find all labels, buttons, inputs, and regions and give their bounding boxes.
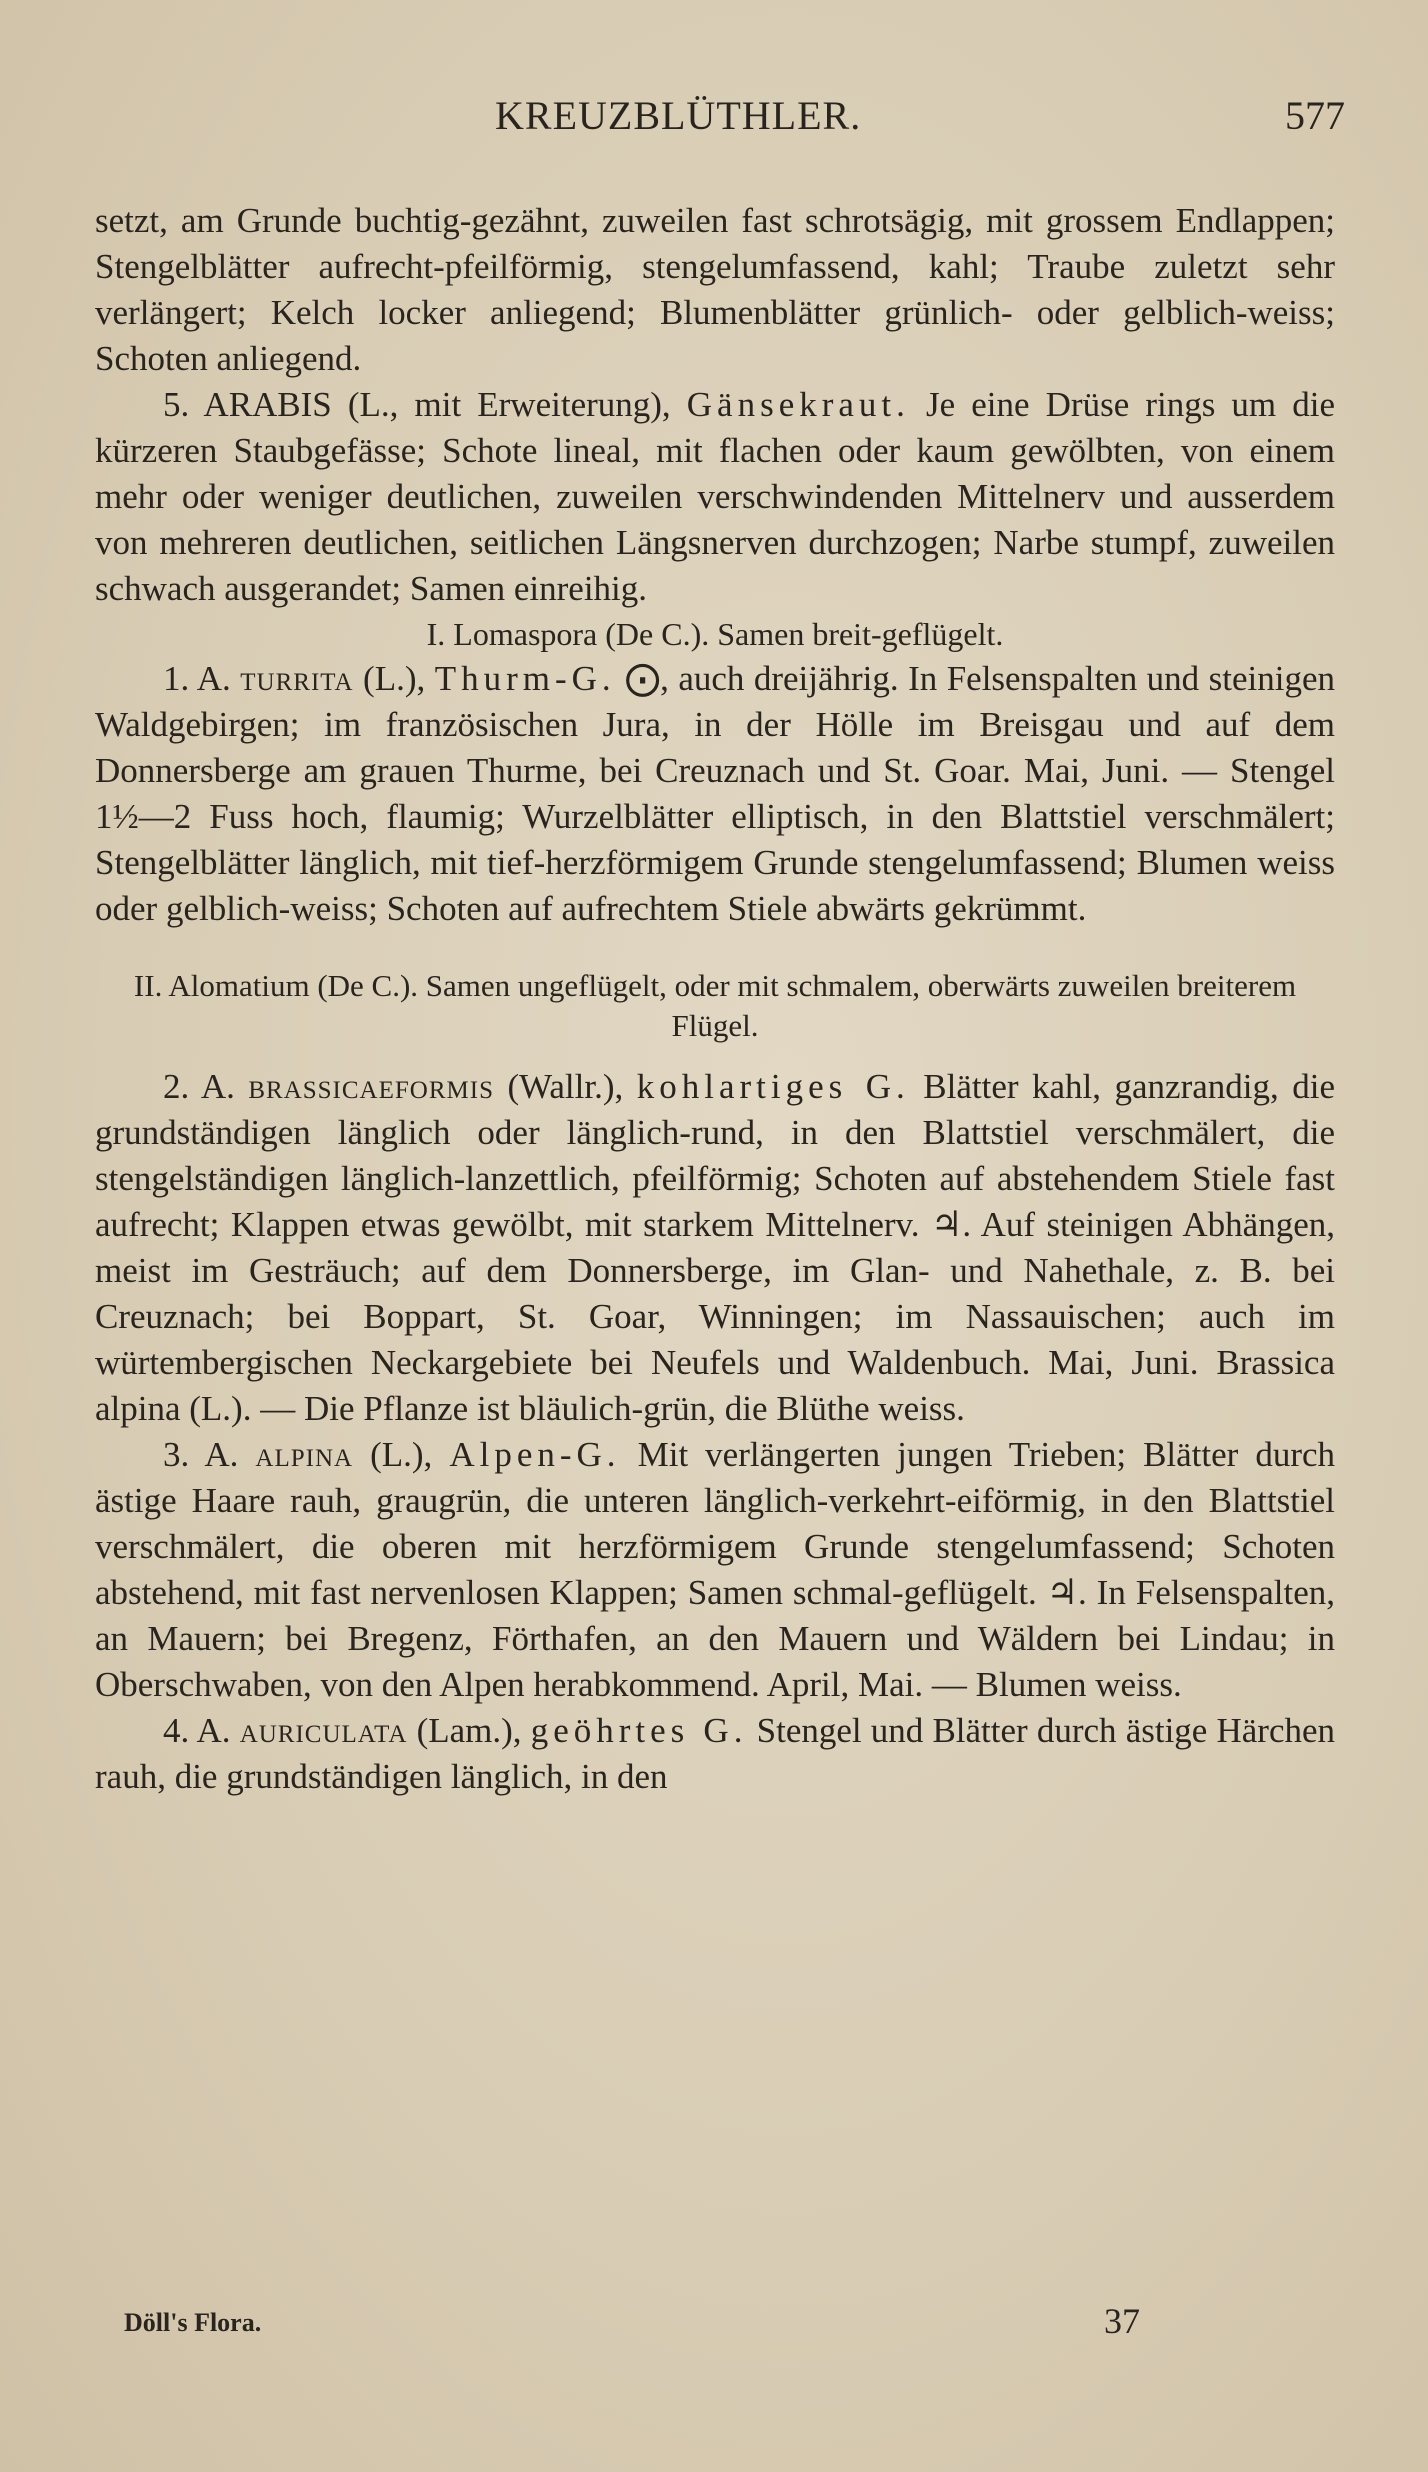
species-paragraph-brassicaeformis [95,1064,1335,1432]
species-name: turrita [240,659,354,698]
body-text [95,198,1335,1800]
species-author: (Lam.), [416,1711,522,1750]
genus-paragraph-arabis [95,382,1335,612]
species-author: (Wallr.), [507,1067,624,1106]
species-lead: 2. A. [163,1067,235,1106]
species-description: Blätter kahl, ganzrandig, die grundständigen länglich oder länglich-rund, in den Blattstiel verschmälert, die stengelständigen länglich-lanzettlich, pfeilförmig; Schoten auf abstehendem Stiele fast aufrecht; Klappen etwas gewölbt, mit starkem Mittelnerv. ♃. Auf steinigen Abhängen, meist im Gesträuch; auf dem Donnersberge, im Glan- und Nahethale, z. B. bei Creuznach; bei Boppart, St. Goar, Winningen; im Nassauischen; auch im würtembergischen Neckargebiete bei Neufels und Waldenbuch. Mai, Juni. Brassica alpina (L.). — Die Pflanze ist bläulich-grün, die Blüthe weiss. [95,1067,1336,1428]
species-lead: 4. A. [163,1711,231,1750]
species-lead: 3. A. [163,1435,239,1474]
species-name: brassicaeformis [248,1067,494,1106]
genus-common-name: Gänsekraut. [686,385,910,424]
species-paragraph-alpina [95,1432,1335,1708]
genus-description: Je eine Drüse rings um die kürzeren Staubgefässe; Schote lineal, mit flachen oder kaum gewölbten, von einem mehr oder weniger deutlichen, zuweilen verschwindenden Mittelnerv und ausserdem von mehreren deutlichen, seitlichen Längsnerven durchzogen; Narbe stumpf, zuweilen schwach ausgerandet; Samen einreihig. [95,385,1335,608]
running-title: KREUZBLÜTHLER. [495,93,862,138]
species-description: ⨀, auch dreijährig. In Felsenspalten und steinigen Waldgebirgen; im französischen Jura, in der Hölle im Breisgau und auf dem Donnersberge am grauen Thurme, bei Creuznach und St. Goar. Mai, Juni. — Stengel 1½—2 Fuss hoch, flaumig; Wurzelblätter elliptisch, in den Blattstiel verschmälert; Stengelblätter länglich, mit tief-herzförmigem Grunde stengelumfassend; Blumen weiss oder gelblich-weiss; Schoten auf aufrechtem Stiele abwärts gekrümmt. [95,659,1335,928]
paragraph-continuation: setzt, am Grunde buchtig-gezähnt, zuweilen fast schrotsägig, mit grossem Endlappen; Stengelblätter aufrecht-pfeilförmig, stengelumfassend, kahl; Traube zuletzt sehr verlängert; Kelch locker anliegend; Blumenblätter grünlich- oder gelblich-weiss; Schoten anliegend. [95,201,1335,378]
genus-author: (L., mit Erweiterung), [347,385,671,424]
species-description: Mit verlängerten jungen Trieben; Blätter durch ästige Haare rauh, graugrün, die unteren länglich-verkehrt-eiförmig, in den Blattstiel verschmälert, die oberen mit herzförmigem Grunde stengelumfassend; Schoten abstehend, mit fast nervenlosen Klappen; Samen schmal-geflügelt. ♃. In Felsenspalten, an Mauern; bei Bregenz, Förthafen, an den Mauern und Wäldern bei Lindau; in Oberschwaben, von den Alpen herabkommend. April, Mai. — Blumen weiss. [95,1435,1336,1704]
species-author: (L.), [363,659,426,698]
page-footer [124,2300,1164,2350]
sheet-number: 37 [1104,2301,1140,2341]
species-name: alpina [255,1435,354,1474]
species-paragraph-auriculata [95,1708,1335,1800]
species-lead: 1. A. [163,659,231,698]
printer-signature: Döll's Flora. [124,2308,262,2337]
species-name: auriculata [239,1711,408,1750]
species-author: (L.), [370,1435,433,1474]
page-number: 577 [1285,93,1345,138]
species-common-name: Alpen-G. [449,1435,621,1474]
page-header [95,92,1345,152]
species-description: Stengel und Blätter durch ästige Härchen rauh, die grundständigen länglich, in den [95,1711,1336,1796]
genus-number-name: 5. ARABIS [163,385,332,424]
species-paragraph-turrita [95,656,1335,932]
species-common-name: Thurm-G. [434,659,616,698]
section-heading-lomaspora: I. Lomaspora (De C.). Samen breit-geflügelt. [426,616,1004,652]
species-common-name: kohlartiges G. [636,1067,910,1106]
species-common-name: geöhrtes G. [530,1711,748,1750]
section-heading-alomatium: II. Alomatium (De C.). Samen ungeflügelt, oder mit schmalem, oberwärts zuweilen breiterem Flügel. [133,968,1297,1043]
